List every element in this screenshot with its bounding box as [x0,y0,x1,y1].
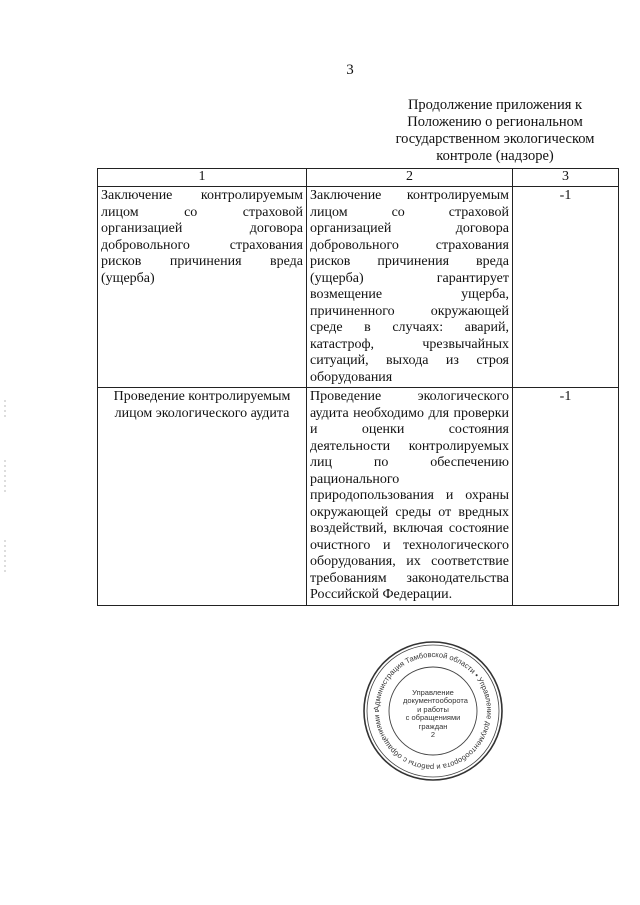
table-header-row [98,169,619,187]
criterion-cell: Заключение контролируемым лицом со страховой организацией договора добровольного страхования рисков причинения вреда (ущерба) [98,187,307,388]
column-header: 3 [513,169,619,187]
appendix-header-line: контроле (надзоре) [436,148,554,164]
official-seal [362,640,504,782]
appendix-header-line: Положению о региональном [407,114,583,130]
score-cell: -1 [513,187,619,388]
description-cell: Проведение экологического аудита необходимо для проверки и оценки состояния деятельности контролируемых лиц по обеспечению рационального природопользования и охраны окружающей среды от вредных воздействий, включая состояние очистного и технологического оборудования, их соответствие требованиям законодательства Российской Федерации. [307,388,513,606]
criteria-table [97,168,619,606]
score-cell: -1 [513,388,619,606]
seal-inner-line: и работы [417,704,449,714]
page-number: 3 [346,62,354,78]
table-row [98,187,619,388]
appendix-header-line: государственном экологическом [395,131,595,147]
appendix-header [380,97,610,165]
description-cell: Заключение контролируемым лицом со страховой организацией договора добровольного страхования рисков причинения вреда (ущерба) гарантирует возмещение ущерба, причиненного окружающей среде в случаях: аварий, катастроф, чрезвычайных ситуаций, выхода из строя оборудования [307,187,513,388]
seal-outer-text: Администрация Тамбовской области • Управление документооборота и работы с обращениями г [371,649,495,773]
seal-inner-line: граждан [418,721,448,731]
seal-inner-line: документооборота [403,696,468,705]
seal-inner [362,640,504,782]
seal-inner-line: с обращениями [405,713,461,722]
table-row [98,388,619,606]
column-header: 2 [307,169,513,187]
criterion-cell: Проведение контролируемым лицом экологического аудита [98,388,307,606]
column-header: 1 [98,169,307,187]
seal-inner-line: Управление [412,687,454,697]
appendix-header-line: Продолжение приложения к [407,97,583,113]
scan-margin-marks [2,400,8,580]
seal-inner-line: 2 [430,730,436,739]
